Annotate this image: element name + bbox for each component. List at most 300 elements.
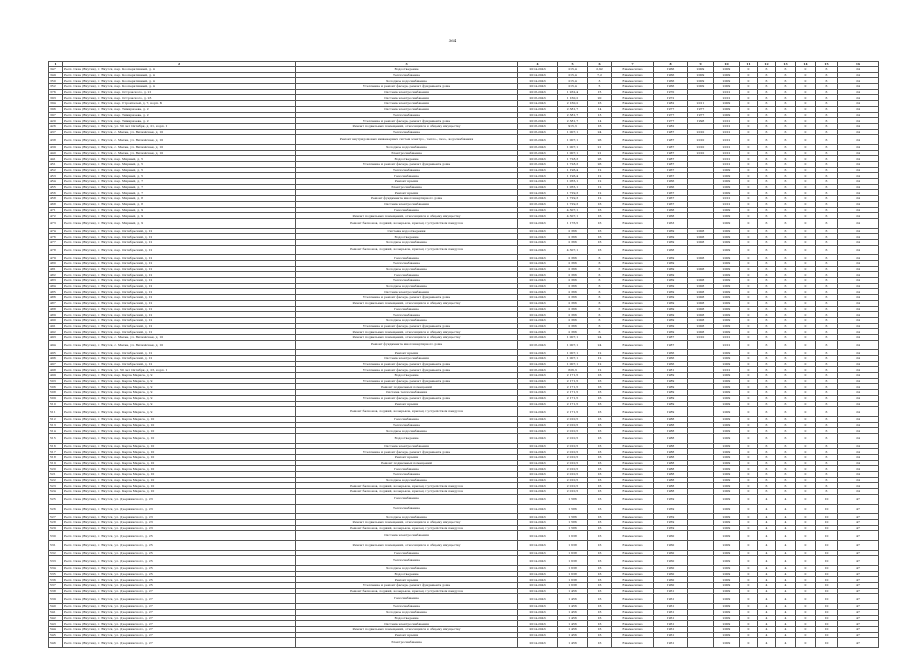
table-cell: 16 [588,201,612,207]
table-cell: 5 [588,84,612,90]
table-cell: 6 [816,228,838,234]
table-cell: 24 [838,239,879,245]
table-cell: Ремонт балконов, лоджий, козырьков, крылец с устройством пандусов [296,407,518,417]
table-cell: 544 [49,626,63,632]
table-cell: 6 [816,373,838,379]
table-cell: 0 [740,162,758,168]
table-cell: 2014-2043 [518,466,558,472]
table-cell: 0 [796,184,816,190]
table-cell: 24 [838,443,879,449]
table-cell: 6 [816,67,838,73]
table-cell: 0 [796,577,816,583]
table-cell: Ежемесячно [612,340,654,350]
table-cell: Утепление и ремонт фасада, ремонт фундамента дома [296,583,518,589]
table-cell: Респ. Саха (Якутия), г. Якутск, ул. Дзержинского, д. 25 [63,540,296,550]
table-cell: 0 [796,101,816,107]
table-cell: 0 [796,401,816,407]
table-cell: 0 [796,162,816,168]
table-cell: 24 [838,466,879,472]
table-cell: 6 [588,306,612,312]
table-cell: 2 366 [558,255,588,261]
table-cell: Респ. Саха (Якутия), г. Якутск, пер. Тимирязева, д. 2 [63,118,296,124]
table-cell: 2 366 [558,295,588,301]
table-cell: 0 [740,340,758,350]
table-cell: 2 171,5 [558,401,588,407]
table-cell: 24 [838,144,879,150]
table-cell: 24 [838,167,879,173]
table-cell: 16 [588,407,612,417]
table-cell: 6 [776,433,796,443]
table-cell: 481 [49,266,63,272]
table-cell: Ежемесячно [612,173,654,179]
table-cell: 6 [758,201,776,207]
table-cell: 2014-2043 [518,483,558,489]
table-cell: 1966 [654,78,688,84]
table-cell: 0 [796,245,816,255]
table-cell: Ежемесячно [612,626,654,632]
column-header: 3 [296,62,518,67]
table-cell: 0 [740,350,758,356]
table-cell: 10 [816,577,838,583]
table-cell: 7,2 [588,72,612,78]
table-cell: 2009 [714,306,740,312]
table-cell: 0 [796,356,816,362]
table-cell: 2 366 [558,261,588,267]
table-cell: 2009 [714,594,740,604]
table-cell: 394 [49,101,63,107]
table-cell: 0 [796,106,816,112]
table-cell: 6 [816,289,838,295]
table-cell: 426 [49,123,63,129]
table-cell [688,531,714,541]
table-cell: 2 010,5 [558,443,588,449]
table-cell: 6 [776,95,796,101]
table-cell: 6 [776,266,796,272]
table-cell: 6 [588,300,612,306]
table-cell: 2009 [714,179,740,185]
table-cell: 492 [49,329,63,335]
table-cell: Респ. Саха (Якутия), г. Якутск, ул. 50 лет Октября, д. 21, корп. 1 [63,123,296,129]
table-cell: 1 586 [558,519,588,525]
table-cell: 2009 [714,323,740,329]
table-cell: Теплоснабжение [296,278,518,284]
table-cell: 6 [776,201,796,207]
table-cell: Респ. Саха (Якутия), г. Якутск, ул. Дзержинского, д. 27 [63,604,296,610]
table-cell: 47 [838,494,879,504]
table-cell: 16 [588,540,612,550]
table-cell: 2009 [714,173,740,179]
table-cell: 6 [588,317,612,323]
table-cell: 6 [776,317,796,323]
table-cell: 0 [796,416,816,422]
table-cell: 10 [816,626,838,632]
table-cell: 0 [740,129,758,135]
table-cell: 2014-2043 [518,255,558,261]
table-cell: 6 [758,401,776,407]
table-cell: Респ. Саха (Якутия), г. Якутск, пер. Карла Маркса, д. 10 [63,422,296,428]
table-cell: 6 [776,416,796,422]
table-cell: 4 [758,626,776,632]
table-cell: 2009 [714,489,740,495]
table-cell: 10 [816,609,838,615]
table-cell: 535 [49,571,63,577]
table-cell: 24 [838,95,879,101]
table-cell: 24 [838,184,879,190]
table-cell: Респ. Саха (Якутия), г. Якутск, ул. Дзержинского, д. 23 [63,514,296,520]
table-cell: Газоснабжение [296,594,518,604]
table-cell: 6 [776,340,796,350]
table-cell: Респ. Саха (Якутия), г. Якутск, пер. Карла Маркса, д. 10 [63,428,296,434]
table-cell: 0 [796,350,816,356]
table-cell: 6 [758,489,776,495]
table-cell: 2014-2043 [518,632,558,638]
table-cell: 24 [838,401,879,407]
table-cell: Ежемесячно [612,519,654,525]
table-cell: 47 [838,571,879,577]
table-cell: 1987 [654,156,688,162]
table-cell: 2018-2043 [518,367,558,373]
table-cell: 24 [838,373,879,379]
table-cell: 0 [740,483,758,489]
table-cell: 2 366 [558,266,588,272]
table-cell: 16 [588,384,612,390]
table-cell: 0 [796,615,816,621]
table-cell: 1 055,1 [558,179,588,185]
table-cell: 1969 [654,289,688,295]
table-cell: 1959 [654,494,688,504]
table-cell: Ежемесячно [612,504,654,514]
table-cell: 6 [758,443,776,449]
table-cell: Водоотведение [296,373,518,379]
table-cell: 2 366 [558,323,588,329]
table-cell: 2 366 [558,312,588,318]
table-cell: 2012 [714,156,740,162]
table-cell: 0 [740,84,758,90]
table-cell: 0 [740,272,758,278]
table-cell: Ежемесячно [612,306,654,312]
table-cell: 2010 [688,150,714,156]
table-cell: 1969 [654,312,688,318]
table-cell: 2012 [714,162,740,168]
table-cell: 539 [49,594,63,604]
table-cell: 2014-2043 [518,472,558,478]
table-cell: Ремонт крыши [296,577,518,583]
table-cell: 1 638 [558,556,588,566]
table-row [49,531,879,541]
table-cell: 2009 [714,234,740,240]
table-cell: 2014-2043 [518,78,558,84]
table-cell: 24 [838,272,879,278]
table-cell: Холодное водоснабжение [296,266,518,272]
table-row [49,594,879,604]
table-cell: Респ. Саха (Якутия), г. Якутск, пер. Тимирязева, д. 2 [63,106,296,112]
table-cell: 0 [796,72,816,78]
table-cell: 1 456 [558,604,588,610]
table-cell: Электроснабжение [296,150,518,156]
table-cell: 6 [816,416,838,422]
table-cell: 215,4 [558,84,588,90]
table-cell: 2009 [714,571,740,577]
table-cell: Респ. Саха (Якутия), г. Якутск, пер. Мирный, д. 7 [63,179,296,185]
table-cell: Ежемесячно [612,295,654,301]
table-cell: 2014-2043 [518,422,558,428]
table-cell: 0 [796,289,816,295]
table-cell: Ремонт подвальных помещений, относящихся к общему имуществу [296,519,518,525]
table-cell: 26 [588,156,612,162]
table-cell: 1 586 [558,504,588,514]
table-cell: 6 [776,466,796,472]
table-cell: 6 [816,295,838,301]
table-cell: 1967 [654,167,688,173]
table-cell: 2018-2043 [518,150,558,156]
table-cell: Водоотведение [296,67,518,73]
table-cell: 1988 [654,483,688,489]
table-cell: 6 [776,455,796,461]
table-cell: Газоснабжение [296,466,518,472]
table-cell: 24 [838,295,879,301]
table-cell: 2009 [714,218,740,228]
table-cell: 6 [758,266,776,272]
column-header: 14 [796,62,816,67]
table-cell: 2014-2043 [518,577,558,583]
table-cell: 2009 [714,433,740,443]
table-cell: Респ. Саха (Якутия), г. Якутск, пер. Октябрьский, д. 12 [63,261,296,267]
table-cell: 4 307,1 [558,207,588,213]
table-cell: Ежемесячно [612,483,654,489]
table-cell: 1960 [654,577,688,583]
table-cell: 1969 [654,261,688,267]
table-cell: 0 [740,218,758,228]
table-cell: Холодное водоснабжение [296,428,518,434]
table-cell: 24 [838,67,879,73]
table-cell: 2014-2043 [518,278,558,284]
table-cell: 6 [588,261,612,267]
table-cell: 6 [758,112,776,118]
table-cell: 6 [776,112,796,118]
table-cell: 6 [776,190,796,196]
table-cell: Респ. Саха (Якутия), г. Якутск, пер. Октябрьский, д. 12 [63,266,296,272]
table-row [49,638,879,648]
table-cell: 24 [838,78,879,84]
table-cell: 6 [758,466,776,472]
table-cell: 24 [838,334,879,340]
table-cell: 484 [49,283,63,289]
table-cell: 0 [796,531,816,541]
table-cell: 2014-2043 [518,455,558,461]
table-cell: Респ. Саха (Якутия), г. Якутск, пер. Октябрьский, д. 12 [63,239,296,245]
table-cell: 476 [49,234,63,240]
table-cell: Ежемесячно [612,367,654,373]
table-cell: 1977 [654,106,688,112]
table-cell: 513 [49,422,63,428]
table-cell: 2014-2043 [518,571,558,577]
table-cell: 6 [776,123,796,129]
table-cell: 6 [816,395,838,401]
table-cell: 6 [816,101,838,107]
table-cell: Респ. Саха (Якутия), г. Якутск, пер. Кооперативный, д. 4 [63,67,296,73]
table-cell: Респ. Саха (Якутия), г. Якутск, ул. Дзержинского, д. 27 [63,638,296,648]
table-cell: 0 [740,407,758,417]
table-cell: Ежемесячно [612,609,654,615]
table-cell: 520 [49,466,63,472]
table-cell: 2009 [714,395,740,401]
table-cell: 24 [838,455,879,461]
table-cell: Респ. Саха (Якутия), г. Якутск, ул. Дзержинского, д. 27 [63,588,296,594]
table-cell: 4 [776,504,796,514]
table-cell: 6 [776,239,796,245]
table-cell: Ежемесячно [612,278,654,284]
column-header: 6 [588,62,612,67]
table-cell: 2009 [714,78,740,84]
table-cell: 6 [816,483,838,489]
table-cell: 6 [758,334,776,340]
table-cell: 1 456 [558,632,588,638]
table-cell: 1987 [654,144,688,150]
table-cell: 2009 [714,289,740,295]
table-cell: 6 [758,356,776,362]
table-cell: 6 [758,190,776,196]
table-cell: 47 [838,550,879,556]
table-cell: 6 [776,118,796,124]
table-cell: 4 [776,632,796,638]
table-cell: Газоснабжение [296,207,518,213]
table-cell: 2 171,5 [558,407,588,417]
table-cell: 2014-2043 [518,566,558,572]
table-cell: 6 [758,390,776,396]
table-cell: 1960 [654,566,688,572]
table-cell: 2009 [714,106,740,112]
table-cell: 1989 [654,390,688,396]
table-cell: 6 [776,72,796,78]
table-cell: 6 [816,306,838,312]
column-header: 5 [558,62,588,67]
table-cell: 2009 [714,477,740,483]
table-cell: 0 [796,123,816,129]
table-cell: 6 [758,361,776,367]
table-cell: 0 [796,196,816,202]
table-cell: 2008 [688,312,714,318]
table-cell: 2014-2043 [518,323,558,329]
table-cell: 6 [776,213,796,219]
table-cell: 2014-2043 [518,306,558,312]
table-cell: Ежемесячно [612,395,654,401]
table-cell: 6 [816,196,838,202]
table-cell: 2008 [688,239,714,245]
table-cell: Респ. Саха (Якутия), г. Якутск, пер. Островского, д. 23 [63,95,296,101]
table-cell: 1969 [654,323,688,329]
table-cell: 4 [776,540,796,550]
table-cell: Ремонт подвальных помещений, относящихся к общему имуществу [296,213,518,219]
table-cell: 1 007,1 [558,334,588,340]
table-cell: Респ. Саха (Якутия), г. Якутск, пер. Октябрьский, д. 12 [63,278,296,284]
table-cell: 6 [776,422,796,428]
table-cell: 26 [588,135,612,145]
table-cell: Респ. Саха (Якутия), г. Якутск, ул. Дзержинского, д. 27 [63,594,296,604]
table-cell: 2009 [714,604,740,610]
table-cell: Респ. Саха (Якутия), г. Якутск, пер. Октябрьский, д. 12 [63,255,296,261]
column-header: 1 [49,62,63,67]
table-cell: Ежемесячно [612,416,654,422]
table-cell: 4 [776,556,796,566]
table-cell: 0 [796,295,816,301]
table-cell: 0 [740,213,758,219]
table-cell: 2009 [714,67,740,73]
table-cell: Ежемесячно [612,261,654,267]
table-cell: 2010 [688,144,714,150]
table-cell: 0 [740,261,758,267]
table-cell: 6 [816,261,838,267]
table-cell [688,540,714,550]
table-cell: 6 [776,378,796,384]
table-cell: 12 [588,179,612,185]
table-cell: Респ. Саха (Якутия), г. Якутск, ул. Дзержинского, д. 27 [63,632,296,638]
table-cell: 6 [776,173,796,179]
table-cell: Холодное водоснабжение [296,144,518,150]
table-cell: Респ. Саха (Якутия), г. Якутск, пер. Карла Маркса, д. 10 [63,483,296,489]
column-header: 4 [518,62,558,67]
table-cell: 16 [588,416,612,422]
table-cell: 24 [838,278,879,284]
table-cell: 473 [49,218,63,228]
table-cell: 491 [49,323,63,329]
table-cell: 2010 [688,135,714,145]
table-cell: 24 [588,334,612,340]
table-cell: 2009 [714,519,740,525]
table-cell: 2008 [688,266,714,272]
table-cell: 6 [776,162,796,168]
table-cell: 16 [588,550,612,556]
table-cell: 6 [758,449,776,455]
table-cell: Водоотведение [296,571,518,577]
table-cell: 24 [838,460,879,466]
table-cell [688,245,714,255]
table-cell: 2 366 [558,234,588,240]
table-cell: 6 [758,422,776,428]
table-cell: 486 [49,295,63,301]
table-cell: 6 [758,162,776,168]
table-cell: Ежемесячно [612,179,654,185]
table-cell: 2018-2043 [518,201,558,207]
table-cell: 6 [758,329,776,335]
table-cell: Холодное водоснабжение [296,78,518,84]
table-cell: 0 [740,179,758,185]
table-cell: 6 [776,261,796,267]
table-cell: Респ. Саха (Якутия), г. Якутск, пер. Октябрьский, д. 12 [63,289,296,295]
table-cell: 2014-2043 [518,173,558,179]
table-cell: 4 [776,577,796,583]
column-header: 12 [758,62,776,67]
table-cell: 0 [796,67,816,73]
table-cell: 24 [838,283,879,289]
table-cell: 6 [776,407,796,417]
table-cell: 6 [758,218,776,228]
table-cell: 6 [776,129,796,135]
table-cell: Система электроснабжения [296,621,518,627]
table-cell: 4 [776,621,796,627]
table-cell: 6 [776,472,796,478]
table-cell: 6 [776,89,796,95]
table-cell: 1961 [654,609,688,615]
table-cell: 24 [838,150,879,156]
table-cell: 4 [776,588,796,594]
table-cell: 2 366 [558,317,588,323]
table-cell: Ежемесячно [612,118,654,124]
table-cell: 2012 [714,135,740,145]
table-cell: 489 [49,312,63,318]
table-cell: 4 [776,566,796,572]
table-cell: Теплоснабжение [296,312,518,318]
table-cell: 2009 [714,577,740,583]
